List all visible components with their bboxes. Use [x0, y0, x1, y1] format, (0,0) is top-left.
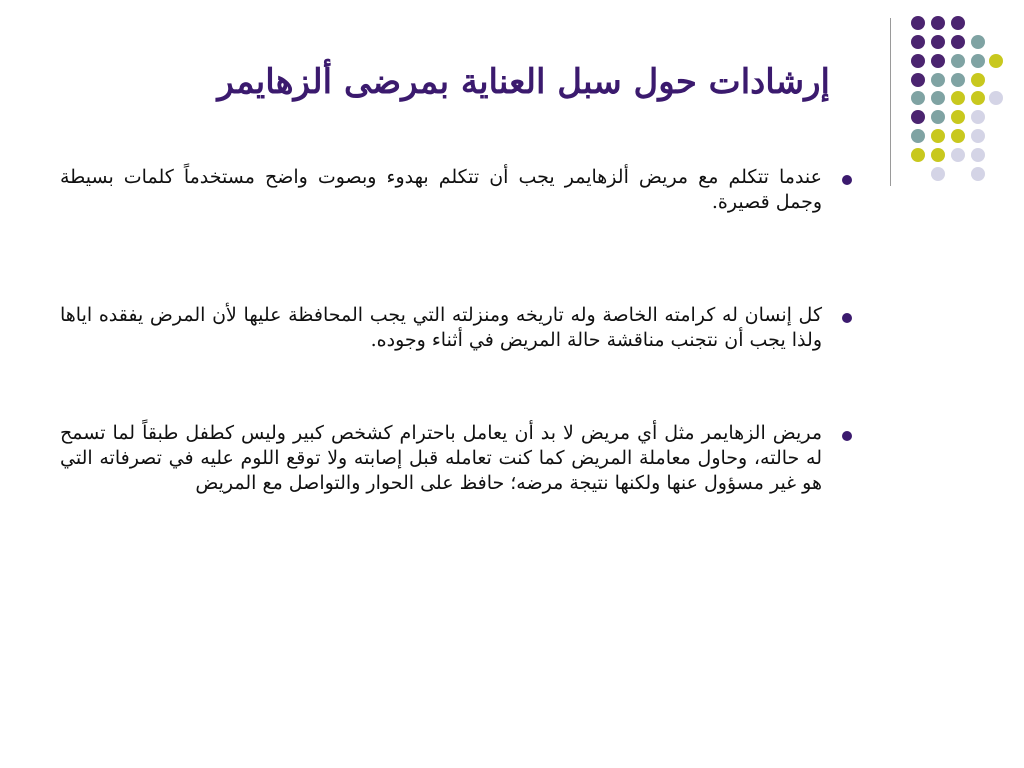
dot-r7-c2	[951, 148, 965, 162]
dot-r5-c2	[951, 110, 965, 124]
dot-r6-c1	[931, 129, 945, 143]
dot-r4-c0	[911, 91, 925, 105]
dot-r1-c3	[971, 35, 985, 49]
bullet-dot-icon	[842, 175, 852, 185]
dot-r2-c3	[971, 54, 985, 68]
bullet-text: عندما تتكلم مع مريض ألزهايمر يجب أن تتكلم بهدوء وبصوت واضح مستخدماً كلمات بسيطة وجمل قصيرة.	[60, 166, 822, 214]
dot-r4-c2	[951, 91, 965, 105]
dot-r3-c0	[911, 73, 925, 87]
dot-r0-c0	[911, 16, 925, 30]
bullet-list	[60, 165, 870, 497]
bullet-text: مريض الزهايمر مثل أي مريض لا بد أن يعامل باحترام كشخص كبير وليس كطفل طبقاً لما تسمح له حالته، وحاول معاملة المريض كما كنت تعامله قبل إصابته ولا توقع اللوم عليه في تصرفاته التي هو غير مسؤول عنها ولكنها نتيجة مرضه؛ حافظ على الحوار والتواصل مع المريض	[60, 422, 822, 495]
dot-grid-group	[911, 16, 1003, 181]
dot-r3-c1	[931, 73, 945, 87]
dot-r4-c3	[971, 91, 985, 105]
dot-r7-c3	[971, 148, 985, 162]
dot-r8-c1	[931, 167, 945, 181]
dot-r7-c0	[911, 148, 925, 162]
bullet-text: كل إنسان له كرامته الخاصة وله تاريخه ومنزلته التي يجب المحافظة عليها لأن المرض يفقده اياها ولذا يجب أن نتجنب مناقشة حالة المريض في أثناء وجوده.	[60, 304, 822, 352]
dot-r0-c2	[951, 16, 965, 30]
dot-r2-c2	[951, 54, 965, 68]
bullet-item	[60, 165, 870, 215]
slide-title: إرشادات حول سبل العناية بمرضى ألزهايمر	[217, 62, 830, 102]
dot-r0-c1	[931, 16, 945, 30]
dot-r6-c2	[951, 129, 965, 143]
bullet-item	[60, 303, 870, 353]
dot-r2-c1	[931, 54, 945, 68]
dot-r2-c4	[989, 54, 1003, 68]
dot-r4-c4	[989, 91, 1003, 105]
dot-r1-c2	[951, 35, 965, 49]
dot-r6-c3	[971, 129, 985, 143]
bullet-dot-icon	[842, 431, 852, 441]
dot-r1-c1	[931, 35, 945, 49]
title-divider-line	[890, 18, 891, 186]
dot-r3-c3	[971, 73, 985, 87]
dot-r5-c1	[931, 110, 945, 124]
dot-r3-c2	[951, 73, 965, 87]
dot-r8-c3	[971, 167, 985, 181]
dot-r6-c0	[911, 129, 925, 143]
dot-r4-c1	[931, 91, 945, 105]
dot-r5-c0	[911, 110, 925, 124]
dot-r1-c0	[911, 35, 925, 49]
dot-r5-c3	[971, 110, 985, 124]
dot-r2-c0	[911, 54, 925, 68]
dot-r7-c1	[931, 148, 945, 162]
bullet-dot-icon	[842, 313, 852, 323]
bullet-item	[60, 421, 870, 496]
